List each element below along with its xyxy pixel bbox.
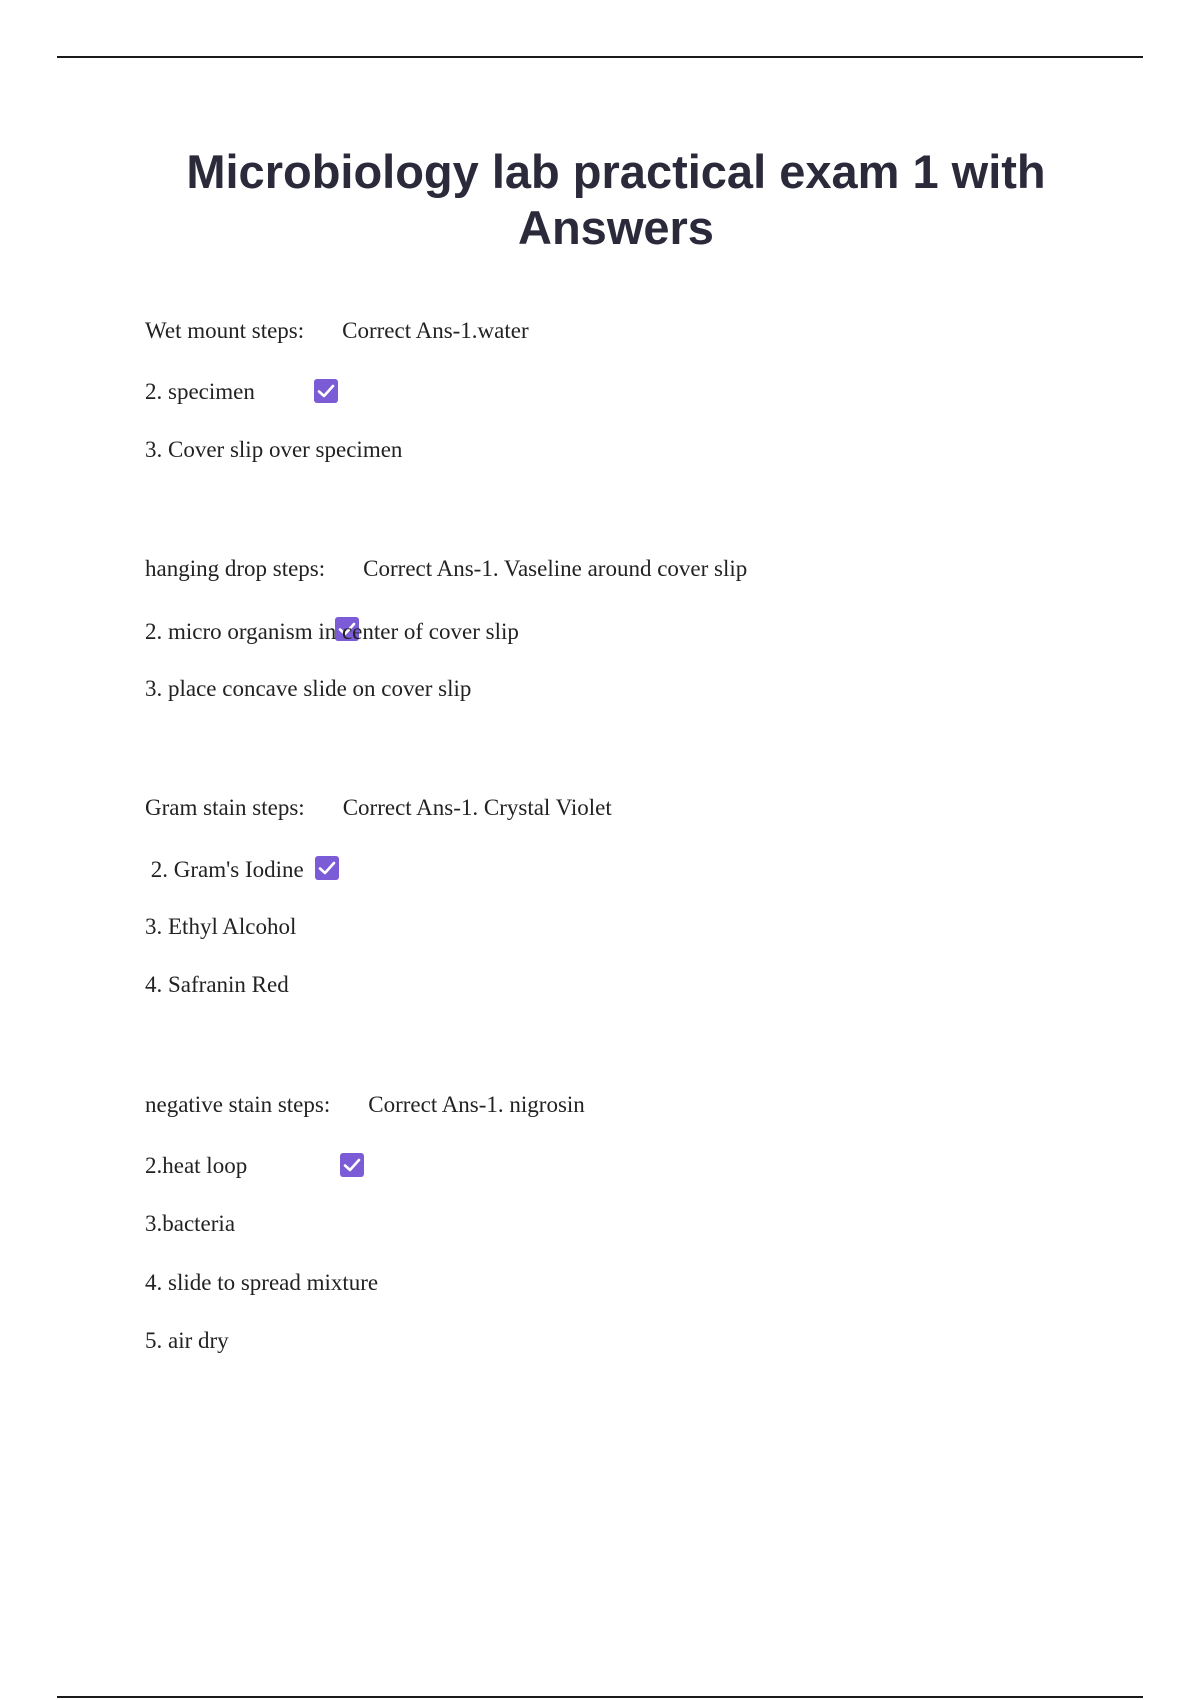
question-label: Gram stain steps: xyxy=(145,795,305,820)
answer-text: Correct Ans-1.water xyxy=(342,318,529,343)
question-wet-mount xyxy=(145,316,529,346)
bottom-divider xyxy=(57,1696,1143,1698)
question-label: Wet mount steps: xyxy=(145,318,305,343)
step-item: 4. slide to spread mixture xyxy=(145,1270,379,1295)
question-negative-stain xyxy=(145,1090,585,1120)
step-item: 3.bacteria xyxy=(145,1211,236,1236)
step-item: 2. specimen xyxy=(145,379,255,404)
checkbox-checked-icon xyxy=(335,557,359,581)
step-item: 2. Gram's Iodine xyxy=(145,857,304,882)
checkbox-checked-icon xyxy=(340,1093,364,1117)
answer-text: Correct Ans-1. Vaseline around cover slip xyxy=(363,556,748,581)
answer-text: Correct Ans-1. nigrosin xyxy=(368,1092,585,1117)
step-item: 3. Ethyl Alcohol xyxy=(145,914,297,939)
checkbox-checked-icon xyxy=(315,796,339,820)
step-item: 4. Safranin Red xyxy=(145,972,289,997)
question-label: hanging drop steps: xyxy=(145,556,326,581)
question-label: negative stain steps: xyxy=(145,1092,331,1117)
step-item: 5. air dry xyxy=(145,1328,229,1353)
question-gram-stain xyxy=(145,793,612,823)
question-hanging-drop xyxy=(145,554,747,584)
page-title: Microbiology lab practical exam 1 with Answers xyxy=(186,145,1046,254)
answer-text: Correct Ans-1. Crystal Violet xyxy=(342,795,612,820)
step-item: 2. micro organism in center of cover slip xyxy=(145,619,519,644)
checkbox-checked-icon xyxy=(314,319,338,343)
top-divider xyxy=(57,56,1143,58)
step-item: 2.heat loop xyxy=(145,1153,248,1178)
step-item: 3. Cover slip over specimen xyxy=(145,437,403,462)
step-item: 3. place concave slide on cover slip xyxy=(145,676,472,701)
